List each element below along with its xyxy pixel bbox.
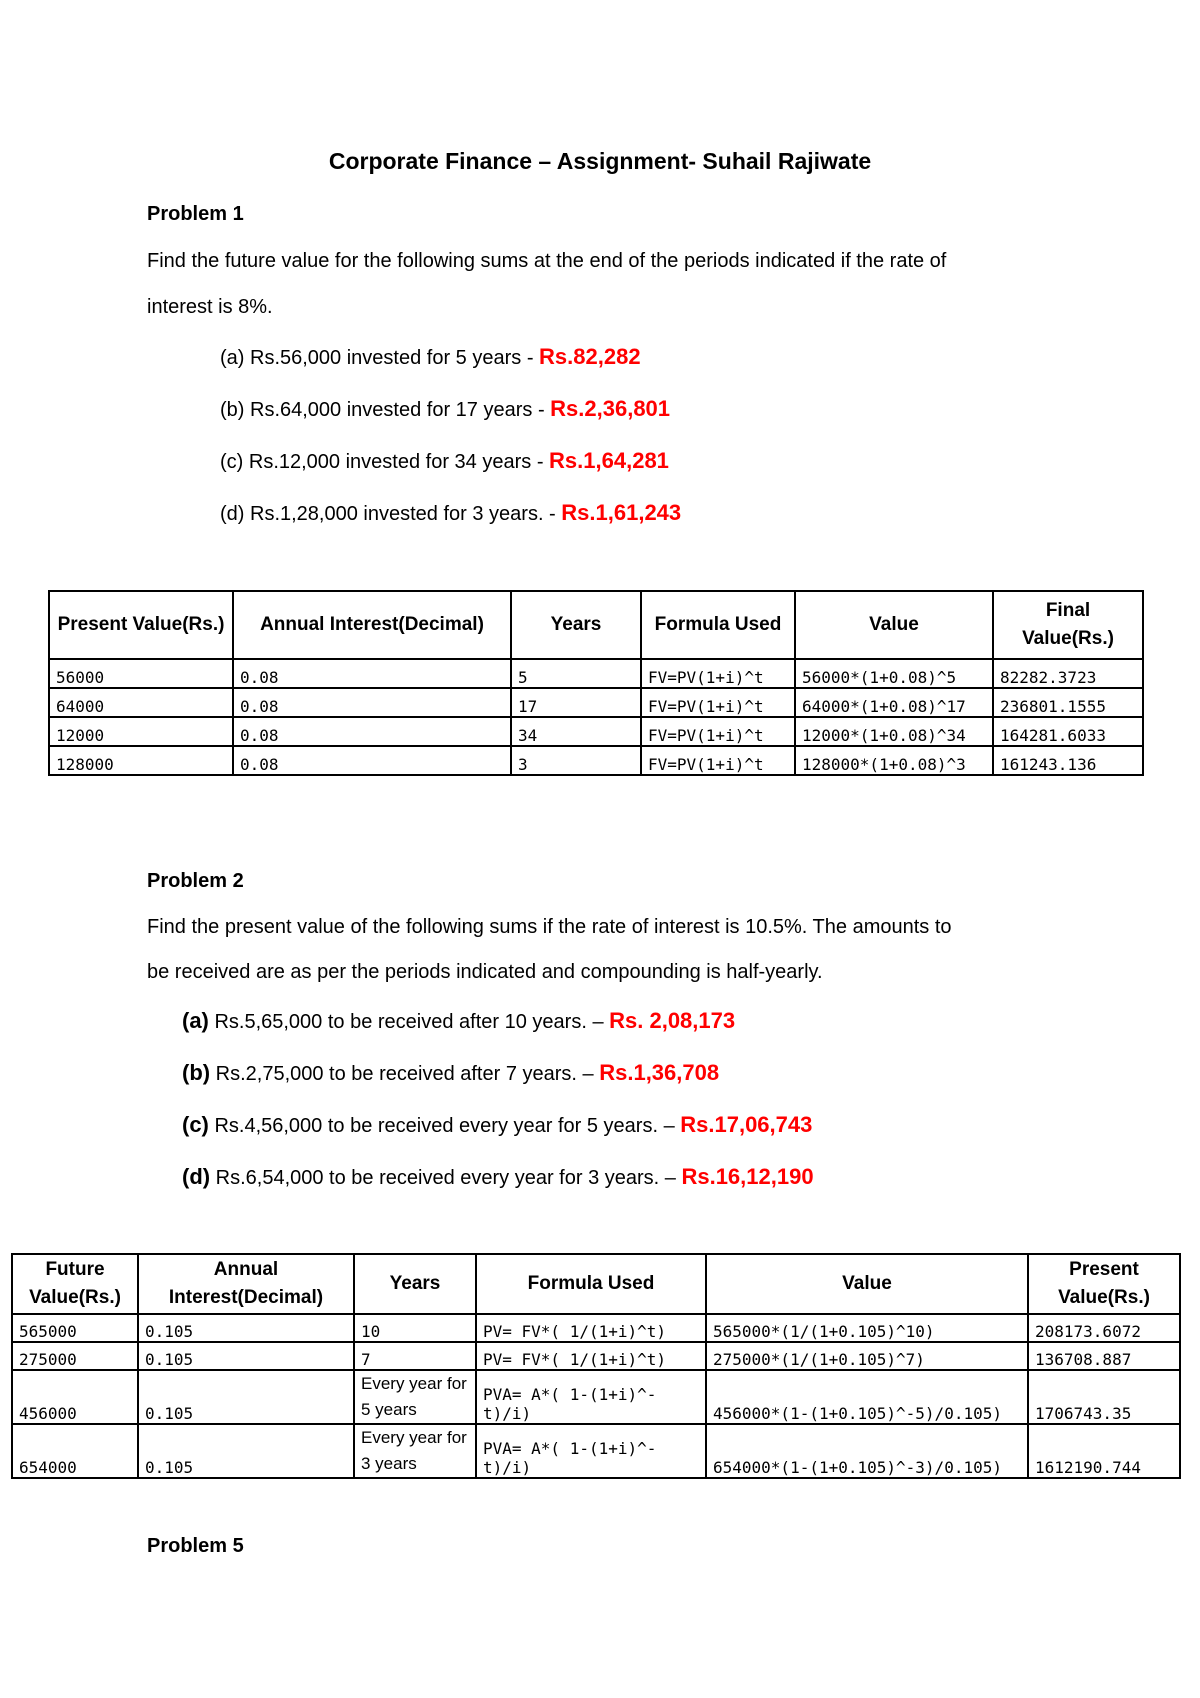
table-cell: FV=PV(1+i)^t [641, 717, 795, 746]
table-cell: 0.105 [138, 1342, 354, 1370]
table-header: Value [706, 1254, 1028, 1314]
problem1-text-line1: Find the future value for the following sums at the end of the periods indicated if the rate of [147, 250, 947, 272]
table-cell: 17 [511, 688, 641, 717]
item-answer: Rs.1,36,708 [599, 1060, 720, 1085]
table-cell: 456000*(1-(1+0.105)^-5)/0.105) [706, 1370, 1028, 1424]
table-cell: 0.105 [138, 1314, 354, 1342]
table-cell: Every year for 5 years [354, 1370, 476, 1424]
table-cell: 208173.6072 [1028, 1314, 1180, 1342]
table-cell: 275000 [12, 1342, 138, 1370]
future-value-table [48, 590, 1144, 776]
table-header: Value [795, 591, 993, 659]
table-header: Final Value(Rs.) [993, 591, 1143, 659]
table-cell: 3 [511, 746, 641, 775]
table-cell: 654000*(1-(1+0.105)^-3)/0.105) [706, 1424, 1028, 1478]
item-answer: Rs.16,12,190 [681, 1164, 814, 1189]
table-cell: FV=PV(1+i)^t [641, 688, 795, 717]
table-header: Formula Used [641, 591, 795, 659]
table-cell: 56000*(1+0.08)^5 [795, 659, 993, 688]
table-cell: 12000 [49, 717, 233, 746]
table-cell: 1612190.744 [1028, 1424, 1180, 1478]
page-title: Corporate Finance – Assignment- Suhail Rajiwate [328, 148, 872, 174]
problem2-item [182, 1008, 735, 1034]
item-text: Rs.4,56,000 to be received every year for 5 years. – [208, 1115, 681, 1137]
table-cell: 0.08 [233, 659, 511, 688]
item-text: (d) Rs.1,28,000 invested for 3 years. - [220, 503, 562, 525]
table-header: Present Value(Rs.) [49, 591, 233, 659]
item-label: (d) [182, 1164, 211, 1189]
table-cell: 56000 [49, 659, 233, 688]
problem1-item [220, 448, 669, 474]
item-label: (b) [182, 1060, 211, 1085]
problem1-item [220, 500, 681, 526]
problem1-heading: Problem 1 [147, 203, 244, 225]
table-cell: 64000*(1+0.08)^17 [795, 688, 993, 717]
table-cell: 0.105 [138, 1424, 354, 1478]
table-header: Future Value(Rs.) [12, 1254, 138, 1314]
item-answer: Rs. 2,08,173 [609, 1008, 736, 1033]
table-cell: PVA= A*( 1-(1+i)^-t)/i) [476, 1424, 706, 1478]
table-cell: 7 [354, 1342, 476, 1370]
table-row [12, 1314, 1180, 1342]
table-row [49, 746, 1143, 775]
table-header: Years [354, 1254, 476, 1314]
item-text: (c) Rs.12,000 invested for 34 years - [220, 451, 550, 473]
problem2-heading: Problem 2 [147, 870, 244, 892]
table-cell: 161243.136 [993, 746, 1143, 775]
table-cell: 82282.3723 [993, 659, 1143, 688]
problem1-item [220, 344, 641, 370]
table-header: Years [511, 591, 641, 659]
item-text: (b) Rs.64,000 invested for 17 years - [220, 399, 551, 421]
table-cell: 1706743.35 [1028, 1370, 1180, 1424]
item-text: Rs.2,75,000 to be received after 7 years. – [210, 1063, 600, 1085]
table-cell: PV= FV*( 1/(1+i)^t) [476, 1314, 706, 1342]
item-label: (c) [182, 1112, 209, 1137]
problem1-text-line2: interest is 8%. [147, 296, 273, 318]
table-cell: 136708.887 [1028, 1342, 1180, 1370]
table-cell: 0.08 [233, 688, 511, 717]
table-row [49, 717, 1143, 746]
table-cell: 10 [354, 1314, 476, 1342]
problem5-heading: Problem 5 [147, 1535, 244, 1557]
item-answer: Rs.82,282 [539, 344, 641, 369]
table-cell: 64000 [49, 688, 233, 717]
table-cell: PVA= A*( 1-(1+i)^-t)/i) [476, 1370, 706, 1424]
table-cell: 12000*(1+0.08)^34 [795, 717, 993, 746]
table-cell: 0.105 [138, 1370, 354, 1424]
problem2-item [182, 1164, 814, 1190]
table-row [12, 1370, 1180, 1424]
problem1-item [220, 396, 670, 422]
problem2-text-line1: Find the present value of the following sums if the rate of interest is 10.5%. The amounts to [147, 916, 952, 938]
table-row [49, 659, 1143, 688]
table-header: Formula Used [476, 1254, 706, 1314]
problem2-text-line2: be received are as per the periods indicated and compounding is half-yearly. [147, 961, 823, 983]
table-cell: 128000 [49, 746, 233, 775]
table-cell: 0.08 [233, 746, 511, 775]
table-cell: 654000 [12, 1424, 138, 1478]
item-answer: Rs.2,36,801 [550, 396, 671, 421]
table-cell: 456000 [12, 1370, 138, 1424]
present-value-table [11, 1253, 1181, 1479]
table-cell: FV=PV(1+i)^t [641, 659, 795, 688]
table-cell: 0.08 [233, 717, 511, 746]
table-cell: 236801.1555 [993, 688, 1143, 717]
item-text: Rs.6,54,000 to be received every year for 3 years. – [210, 1167, 682, 1189]
item-text: Rs.5,65,000 to be received after 10 years. – [208, 1011, 610, 1033]
table-header: Annual Interest(Decimal) [233, 591, 511, 659]
item-answer: Rs.1,61,243 [561, 500, 682, 525]
table-cell: 5 [511, 659, 641, 688]
table-cell: Every year for 3 years [354, 1424, 476, 1478]
table-cell: 34 [511, 717, 641, 746]
table-cell: 565000 [12, 1314, 138, 1342]
problem2-item [182, 1112, 812, 1138]
table-cell: FV=PV(1+i)^t [641, 746, 795, 775]
item-answer: Rs.1,64,281 [549, 448, 669, 473]
table-cell: 565000*(1/(1+0.105)^10) [706, 1314, 1028, 1342]
table-cell: PV= FV*( 1/(1+i)^t) [476, 1342, 706, 1370]
table-row [49, 688, 1143, 717]
table-cell: 275000*(1/(1+0.105)^7) [706, 1342, 1028, 1370]
item-label: (a) [182, 1008, 209, 1033]
item-text: (a) Rs.56,000 invested for 5 years - [220, 347, 540, 369]
table-header: Present Value(Rs.) [1028, 1254, 1180, 1314]
table-cell: 164281.6033 [993, 717, 1143, 746]
problem2-item [182, 1060, 719, 1086]
table-header: Annual Interest(Decimal) [138, 1254, 354, 1314]
table-row [12, 1424, 1180, 1478]
table-cell: 128000*(1+0.08)^3 [795, 746, 993, 775]
table-row [12, 1342, 1180, 1370]
item-answer: Rs.17,06,743 [680, 1112, 813, 1137]
